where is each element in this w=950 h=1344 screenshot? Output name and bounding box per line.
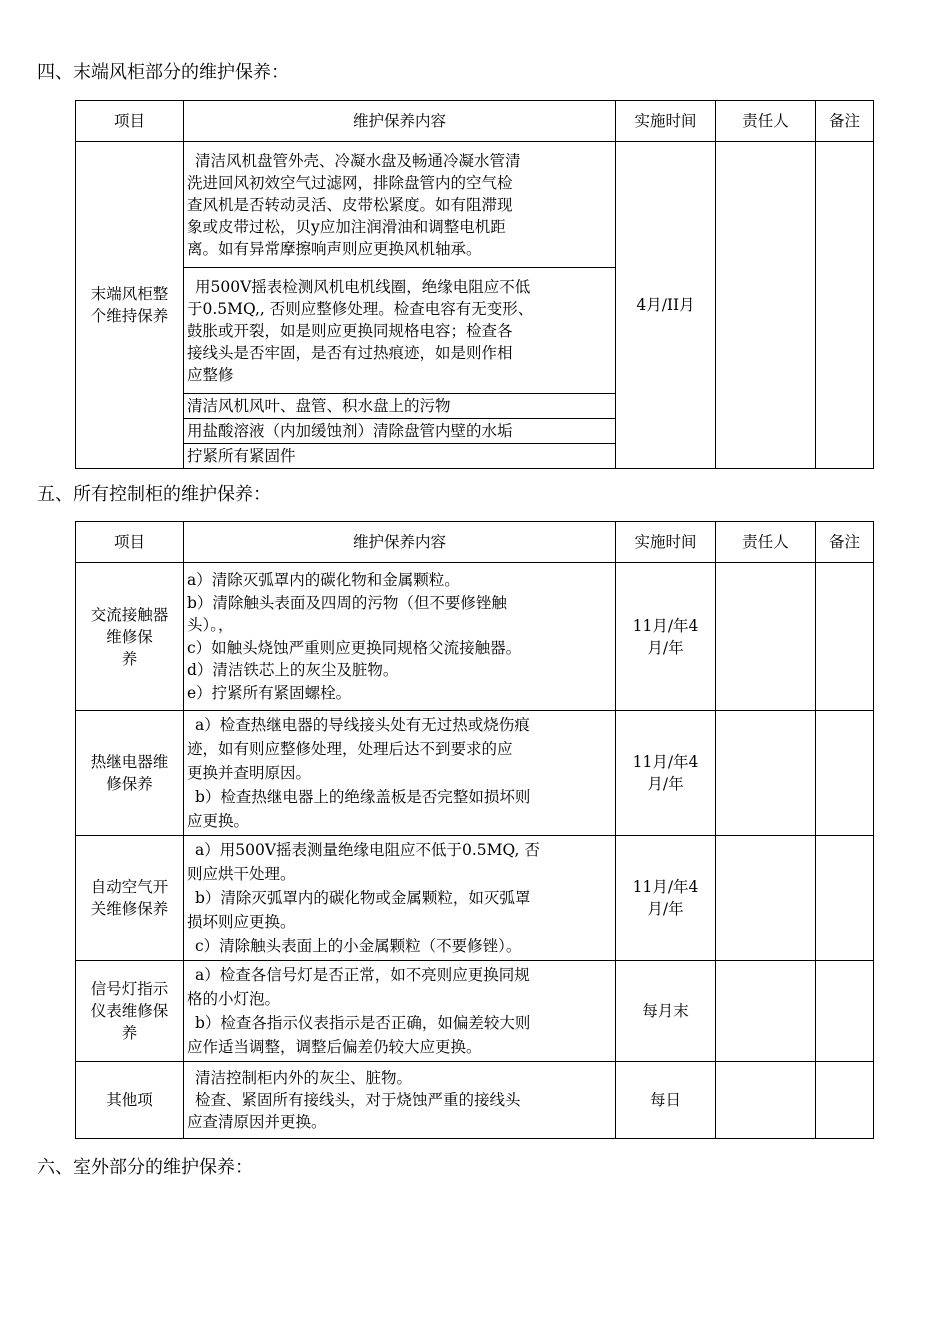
table-row: [76, 711, 874, 836]
remark-cell: [816, 836, 874, 961]
item-line: 个维持保养: [90, 307, 169, 325]
content-line: 离。如有异常摩擦响声则应更换风机轴承。: [187, 239, 482, 258]
content-line: 用盐酸溶液（内加缓蚀剂）清除盘管内壁的水垢: [187, 422, 513, 440]
item-line: 仪表维修保: [90, 1002, 169, 1020]
content-line: 象或皮带过松，贝y应加注润滑油和调整电机距: [187, 217, 506, 236]
content-line: a）检查热继电器的导线接头处有无过热或烧伤痕: [195, 716, 530, 734]
content-cell: [184, 419, 616, 444]
time-cell: [616, 836, 716, 961]
content-line: 检查、紧固所有接线头，对于烧蚀严重的接线头: [195, 1091, 521, 1109]
content-line: 用500V摇表检测风机电机线圈，绝缘电阻应不低: [195, 277, 531, 296]
content-line: e）拧紧所有紧固螺栓。: [187, 683, 352, 702]
table-row: [76, 563, 874, 711]
content-line: 于0.5MQ,, 否则应整修处理。检查电容有无变形、: [187, 299, 534, 318]
time-cell: [616, 1062, 716, 1139]
item-line: 末端风柜整: [90, 285, 169, 303]
content-line: 损坏则应更换。: [187, 913, 296, 931]
content-line: c）如触头烧蚀严重则应更换同规格父流接触器。: [187, 638, 522, 657]
time-cell: [616, 711, 716, 836]
owner-cell: [716, 711, 816, 836]
content-cell: [184, 961, 616, 1062]
item-line: 其他项: [106, 1091, 153, 1109]
item-cell: [76, 836, 184, 961]
content-line: 应查清原因并更换。: [187, 1113, 327, 1131]
content-line: 查风机是否转动灵活、皮带松紧度。如有阻滞现: [187, 195, 513, 214]
owner-cell: [716, 1062, 816, 1139]
item-cell: [76, 1062, 184, 1139]
content-line: d）清洁铁芯上的灰尘及脏物。: [187, 661, 399, 679]
content-line: 清洁控制柜内外的灰尘、脏物。: [195, 1069, 413, 1087]
time-line: 每日: [649, 1091, 681, 1109]
content-cell: [184, 444, 616, 469]
section-4-title: 四、末端风柜部分的维护保养：: [37, 62, 289, 83]
section-4-table: [75, 100, 874, 469]
header-content: 维护保养内容: [184, 522, 616, 563]
time-line: 月/年: [647, 900, 684, 918]
time-cell: 4月/II月: [616, 142, 716, 469]
header-time: 实施时间: [616, 101, 716, 142]
header-time: 实施时间: [616, 522, 716, 563]
content-line: 格的小灯泡。: [187, 990, 281, 1008]
time-line: 每月末: [642, 1002, 689, 1020]
header-owner: 责任人: [716, 101, 816, 142]
section-5-table: [75, 521, 874, 1139]
content-line: 头）。，: [187, 616, 234, 634]
time-line: 11月/年4: [632, 878, 699, 896]
content-line: 鼓胀或开裂，如是则应更换同规格电容；检查各: [187, 321, 513, 340]
header-owner: 责任人: [716, 522, 816, 563]
time-cell: [616, 563, 716, 711]
content-line: 清洁风机风叶、盘管、积水盘上的污物: [187, 397, 451, 415]
content-cell: [184, 836, 616, 961]
remark-cell: [816, 142, 874, 469]
header-remark: 备注: [816, 522, 874, 563]
header-remark: 备注: [816, 101, 874, 142]
item-line: 交流接触器: [90, 605, 169, 624]
table-row: [76, 1062, 874, 1139]
time-line: 11月/年4: [632, 616, 699, 635]
item-cell: [76, 142, 184, 469]
item-cell: [76, 563, 184, 711]
item-line: 养: [121, 1024, 138, 1042]
content-line: 迹，如有则应整修处理，处理后达不到要求的应: [187, 740, 513, 758]
item-cell: [76, 961, 184, 1062]
content-line: 接线头是否牢固，是否有过热痕迹，如是则作相: [187, 343, 513, 362]
content-cell: [184, 1062, 616, 1139]
item-line: 养: [121, 649, 138, 668]
content-cell: [184, 711, 616, 836]
item-line: 自动空气开: [90, 878, 169, 896]
header-item: 项目: [76, 522, 184, 563]
content-line: b）清除灭弧罩内的碳化物或金属颗粒，如灭弧罩: [195, 889, 531, 907]
content-line: a）清除灭弧罩内的碳化物和金属颗粒。: [187, 571, 460, 589]
owner-cell: [716, 836, 816, 961]
content-line: b）清除触头表面及四周的污物（但不要修锉触: [187, 593, 507, 612]
section-6-title: 六、室外部分的维护保养：: [37, 1157, 253, 1178]
table-row: [76, 836, 874, 961]
item-line: 信号灯指示: [90, 980, 169, 998]
content-line: 拧紧所有紧固件: [187, 447, 296, 465]
table-row: [76, 961, 874, 1062]
content-cell: [184, 142, 616, 268]
content-line: b）检查各指示仪表指示是否正确，如偏差较大则: [195, 1014, 531, 1032]
remark-cell: [816, 1062, 874, 1139]
owner-cell: [716, 961, 816, 1062]
content-line: 则应烘干处理。: [187, 865, 296, 883]
content-line: 应更换。: [187, 812, 250, 830]
section-5-title: 五、所有控制柜的维护保养：: [37, 484, 271, 505]
content-cell: [184, 268, 616, 394]
content-line: 清洁风机盘管外壳、冷凝水盘及畅通冷凝水管清: [195, 151, 521, 170]
content-line: a）检查各信号灯是否正常，如不亮则应更换同规: [195, 966, 530, 984]
header-content: 维护保养内容: [184, 101, 616, 142]
time-line: 月/年: [647, 775, 684, 793]
time-line: 月/年: [647, 638, 684, 657]
content-cell: [184, 394, 616, 419]
content-line: 应作适当调整，调整后偏差仍较大应更换。: [187, 1038, 482, 1056]
header-item: 项目: [76, 101, 184, 142]
item-cell: [76, 711, 184, 836]
time-line: 11月/年4: [632, 753, 699, 771]
remark-cell: [816, 563, 874, 711]
owner-cell: [716, 142, 816, 469]
content-line: a）用500V摇表测量绝缘电阻应不低于0.5MQ, 否: [195, 841, 540, 859]
time-cell: [616, 961, 716, 1062]
content-line: 洗进回风初效空气过滤网，排除盘管内的空气检: [187, 173, 513, 192]
remark-cell: [816, 711, 874, 836]
content-line: 更换并查明原因。: [187, 764, 312, 782]
content-cell: [184, 563, 616, 711]
item-line: 修保养: [106, 775, 153, 793]
content-line: 应整修: [187, 365, 234, 384]
item-line: 热继电器维: [90, 753, 169, 771]
remark-cell: [816, 961, 874, 1062]
item-line: 维修保: [106, 627, 153, 646]
content-line: c）清除触头表面上的小金属颗粒（不要修锉）。: [195, 937, 522, 955]
content-line: b）检查热继电器上的绝缘盖板是否完整如损坏则: [195, 788, 531, 806]
item-line: 关维修保养: [90, 900, 169, 918]
owner-cell: [716, 563, 816, 711]
